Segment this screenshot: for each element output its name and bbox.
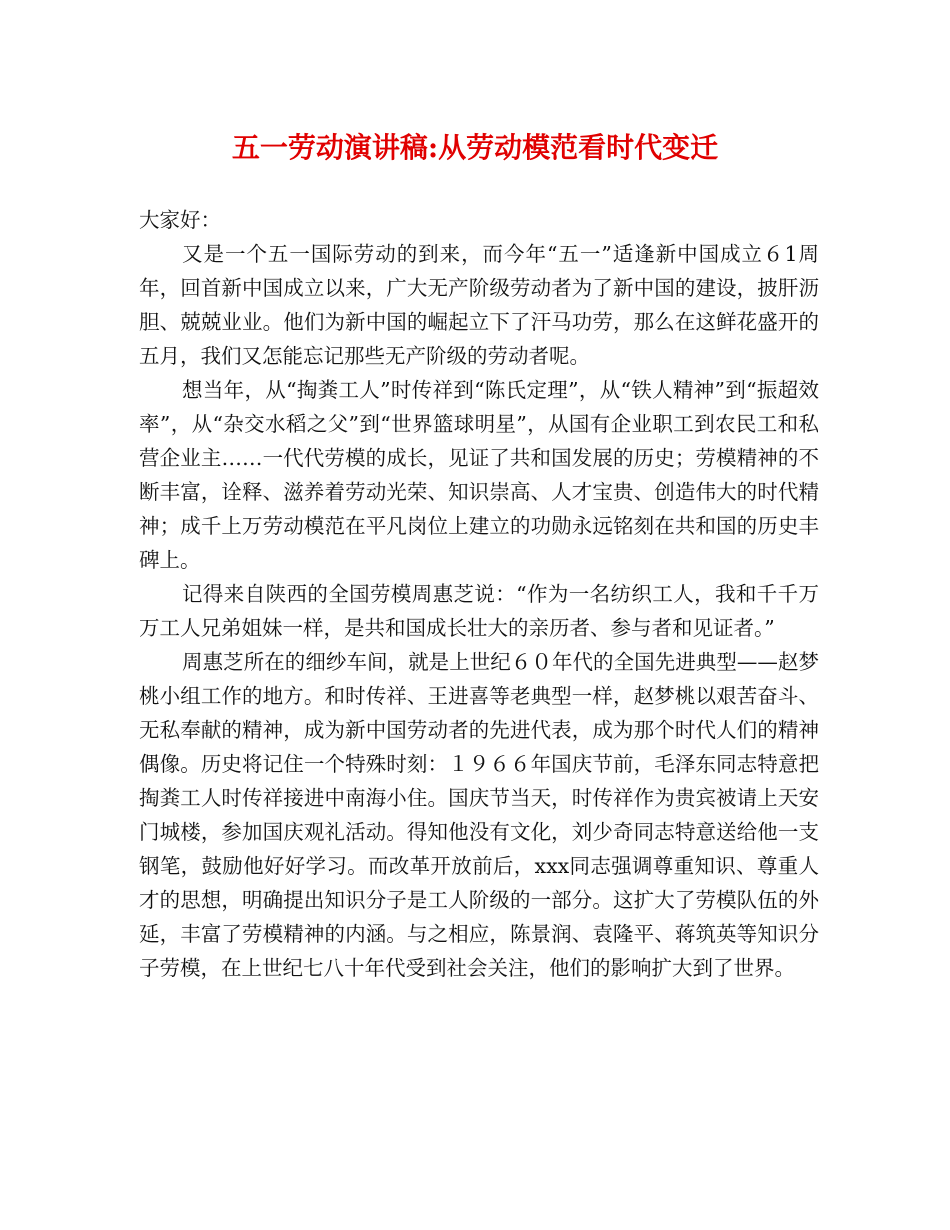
paragraph-3: 记得来自陕西的全国劳模周惠芝说：“作为一名纺织工人，我和千千万万工人兄弟姐妹一样，是共和国成长壮大的亲历者、参与者和见证者。” — [139, 582, 819, 640]
paragraph-4: 周惠芝所在的细纱车间，就是上世纪６０年代的全国先进典型——赵梦桃小组工作的地方。和时传祥、王进喜等老典型一样，赵梦桃以艰苦奋斗、无私奉献的精神，成为新中国劳动者的先进代表，成为那个时代人们的精神偶像。历史将记住一个特殊时刻：１９６６年国庆节前，毛泽东同志特意把掏粪工人时传祥接进中南海小住。国庆节当天，时传祥作为贵宾被请上天安门城楼，参加国庆观礼活动。得知他没有文化，刘少奇同志特意送给他一支钢笔，鼓励他好好学习。而改革开放前后，xxx同志强调尊重知识、尊重人才的思想，明确提出知识分子是工人阶级的一部分。这扩大了劳模队伍的外延，丰富了劳模精神的内涵。与之相应，陈景润、袁隆平、蒋筑英等知识分子劳模，在上世纪七八十年代受到社会关注，他们的影响扩大到了世界。 — [139, 650, 819, 980]
document-title: 五一劳动演讲稿:从劳动模范看时代变迁 — [231, 131, 719, 164]
salutation: 大家好： — [139, 208, 221, 232]
paragraph-1: 又是一个五一国际劳动的到来，而今年“五一”适逢新中国成立６1周年，回首新中国成立以来，广大无产阶级劳动者为了新中国的建设，披肝沥胆、兢兢业业。他们为新中国的崛起立下了汗马功劳，那么在这鲜花盛开的五月，我们又怎能忘记那些无产阶级的劳动者呢。 — [139, 242, 819, 368]
document-body — [139, 203, 819, 985]
paragraph-2: 想当年，从“掏粪工人”时传祥到“陈氏定理”，从“铁人精神”到“振超效率”，从“杂交水稻之父”到“世界篮球明星”，从国有企业职工到农民工和私营企业主……一代代劳模的成长，见证了共和国发展的历史；劳模精神的不断丰富，诠释、滋养着劳动光荣、知识崇高、人才宝贵、创造伟大的时代精神；成千上万劳动模范在平凡岗位上建立的功勋永远铭刻在共和国的历史丰碑上。 — [139, 378, 819, 572]
